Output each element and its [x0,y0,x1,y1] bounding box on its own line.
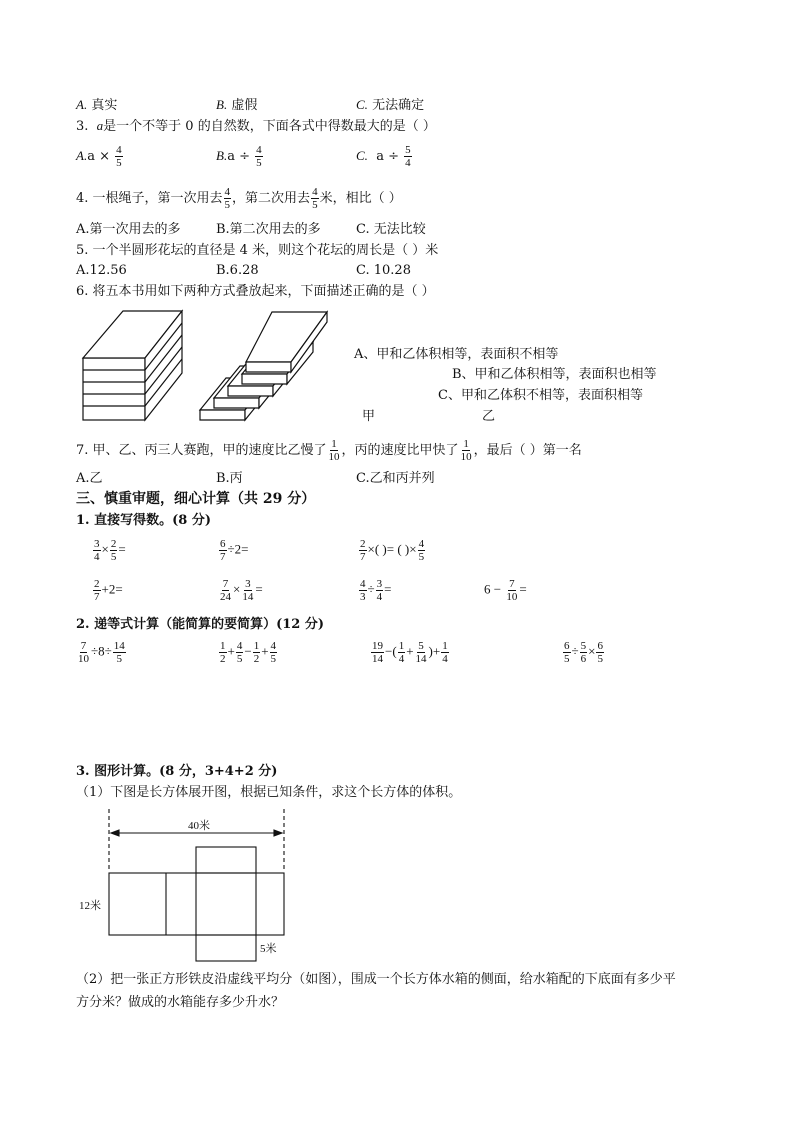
calc-1-7: 6 − $\frac{7}{10}$ = [484,578,527,603]
q4-stem: 4. 一根绳子，第一次用去 $\frac{4}{5}$ ，第二次用去 $\frac{4}{5}$ 米，相比（ ） [76,186,402,211]
calc-2-3: $\frac{19}{14}$ −( $\frac{1}{4}$ + $\frac{5}{14}$ )+ $\frac{1}{4}$ [372,640,448,665]
q6-stem: 6. 将五本书用如下两种方式叠放起来，下面描述正确的是（ ） [76,284,435,299]
q6-option-c: C、甲和乙体积不相等，表面积相等 [438,388,643,403]
net-label-12m: 12米 [79,900,101,912]
calc-1-2: $\frac{6}{7}$ ÷2= [220,538,249,563]
book-stack-jia-figure [80,308,185,423]
q3-option-c: C. a ÷ $\frac{5}{4}$ [356,144,411,169]
calc-2-2: $\frac{1}{2}$ + $\frac{4}{5}$ − $\frac{1}{2}$ + $\frac{4}{5}$ [220,640,277,665]
q2-option-b: B. 虚假 [216,97,258,113]
calc-1-4: $\frac{2}{7}$ +2= [94,578,123,603]
section-3-title: 三、慎重审题，细心计算（共 29 分） [76,491,316,507]
net-label-5m: 5米 [260,943,277,955]
calc-1-1: $\frac{3}{4}$ × $\frac{2}{5}$ = [94,538,126,563]
q6-label-jia: 甲 [362,409,376,424]
q4-option-b: B.第二次用去的多 [216,222,321,237]
q2-options: A. 真实 [76,97,118,113]
q3-stem: 3. a是一个不等于 0 的自然数，下面各式中得数最大的是（ ） [76,118,436,134]
q5-option-b: B.6.28 [216,263,259,278]
calc-1-6: $\frac{4}{3}$ ÷ $\frac{3}{4}$ = [360,578,392,603]
part-1-title: 1. 直接写得数。(8 分) [76,513,211,528]
book-stairs-yi-figure [196,308,331,423]
q2-option-c: C. 无法确定 [356,97,425,113]
q7-option-a: A.乙 [76,471,103,486]
part-3-sub-2-line-1: （2）把一张正方形铁皮沿虚线平均分（如图），围成一个长方体水箱的侧面，给水箱配的下底面有多少平 [76,972,676,987]
q6-option-b: B、甲和乙体积相等，表面积也相等 [452,367,657,382]
q5-stem: 5. 一个半圆形花坛的直径是 4 米，则这个花坛的周长是（ ）米 [76,243,439,258]
part-3-sub-1: （1）下图是长方体展开图，根据已知条件，求这个长方体的体积。 [76,785,462,800]
calc-2-1: $\frac{7}{10}$ ÷8÷ $\frac{14}{5}$ [78,640,125,665]
q6-label-yi: 乙 [482,409,496,424]
q6-option-a: A、甲和乙体积相等，表面积不相等 [354,347,559,362]
q4-option-a: A.第一次用去的多 [76,222,181,237]
calc-1-3: $\frac{2}{7}$ ×( )= ( )× $\frac{4}{5}$ [360,538,425,563]
part-3-title: 3. 图形计算。(8 分，3+4+2 分) [76,764,278,779]
q5-option-c: C. 10.28 [356,263,411,278]
q4-option-c: C. 无法比较 [356,222,426,237]
q7-stem: 7. 甲、乙、丙三人赛跑，甲的速度比乙慢了 $\frac{1}{10}$ ，丙的速度比甲快了 $\frac{1}{10}$ ，最后（ ）第一名 [76,438,582,463]
net-label-40m: 40米 [188,820,210,832]
q3-option-b: B.a ÷ $\frac{4}{5}$ [216,144,262,169]
part-3-sub-2-line-2: 方分米？做成的水箱能存多少升水？ [76,995,285,1010]
q5-option-a: A.12.56 [76,263,127,278]
calc-2-4: $\frac{6}{5}$ ÷ $\frac{5}{6}$ × $\frac{6}{5}$ [564,640,603,665]
q3-option-a: A.a × $\frac{4}{5}$ [76,144,122,169]
q7-option-c: C.乙和丙并列 [356,471,435,486]
part-2-title: 2. 递等式计算（能简算的要简算）(12 分) [76,617,325,632]
calc-1-5: $\frac{7}{24}$ × $\frac{3}{14}$ = [220,578,263,603]
q7-option-b: B.丙 [216,471,243,486]
